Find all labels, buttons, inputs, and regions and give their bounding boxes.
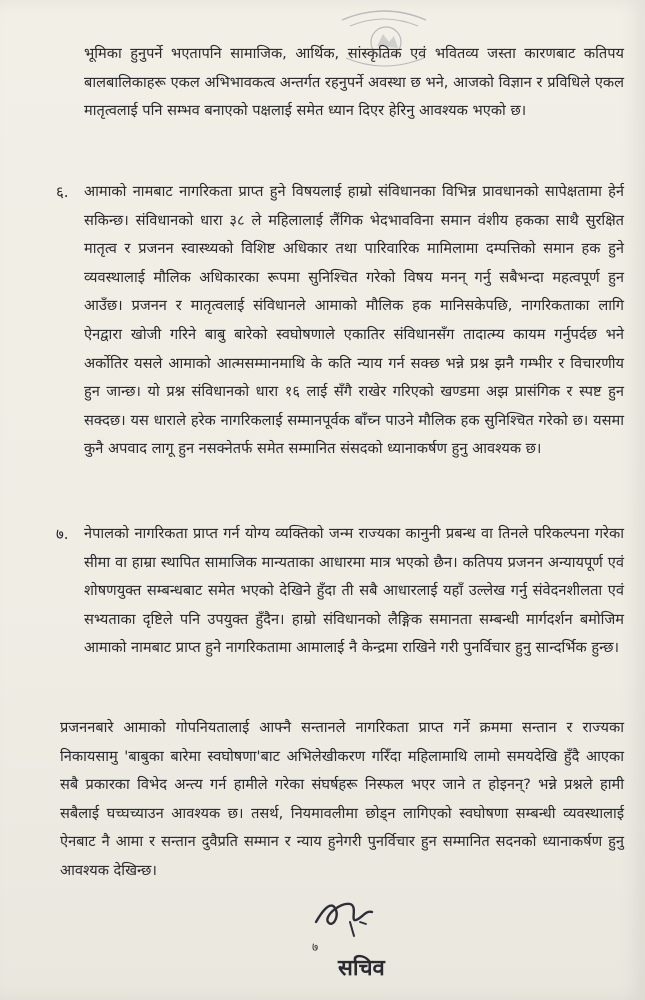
intro-paragraph: भूमिका हुनुपर्ने भएतापनि सामाजिक, आर्थिक, सांस्कृतिक एवं भवितव्य जस्ता कारणबाट कतिपय बालबालिकाहरू एकल अभिभावकत्व अन्तर्गत रहनुपर्ने अवस्था छ भने, आजको विज्ञान र प्रविधिले एकल मातृत्वलाई पनि सम्भव बनाएको पक्षलाई समेत ध्यान दिएर हेरिनु आवश्यक भएको छ।	[84, 45, 624, 120]
handwritten-signature-icon	[310, 892, 380, 944]
item-7-number: ७.	[56, 525, 69, 543]
item-7-paragraph: नेपालको नागरिकता प्राप्त गर्न योग्य व्यक्तिको जन्म राज्यका कानुनी प्रबन्ध वा तिनले परिकल्पना गरेका सीमा वा हाम्रा स्थापित सामाजिक मान्यताका आधारमा मात्र भएको छैन। कतिपय प्रजनन अन्यायपूर्ण एवं शोषणयुक्त सम्बन्धबाट समेत भएको देखिने हुँदा ती सबै आधारलाई यहाँ उल्लेख गर्नु संवेदनशीलता एवं सभ्यताका दृष्टिले पनि उपयुक्त हुँदैन। हाम्रो संविधानको लैङ्गिक समानता सम्बन्धी मार्गदर्शन बमोजिम आमाको नामबाट प्राप्त हुने नागरिकतामा आमालाई नै केन्द्रमा राखिने गरी पुनर्विचार हुनु सान्दर्भिक हुन्छ।	[84, 525, 624, 657]
closing-paragraph: प्रजननबारे आमाको गोपनियतालाई आफ्नै सन्तानले नागरिकता प्राप्त गर्ने क्रममा सन्तान र राज्यका निकायसामु 'बाबुका बारेमा स्वघोषणा'बाट अभिलेखीकरण गरिँदा महिलामाथि लामो समयदेखि हुँदै आएका सबै प्रकारका विभेद अन्त्य गर्न हामीले गरेका संघर्षहरू निस्फल भएर जाने त होइनन्? भन्ने प्रश्नले हामी सबैलाई घच्घच्याउन आवश्यक छ। तसर्थ, नियमावलीमा छोड्न लागिएको स्वघोषणा सम्बन्धी व्यवस्थालाई ऐनबाट नै आमा र सन्तान दुवैप्रति सम्मान र न्याय हुनेगरी पुनर्विचार हुन सम्मानित सदनको ध्यानाकर्षण हुनु आवश्यक देखिन्छ।	[60, 719, 624, 879]
item-6-paragraph: आमाको नामबाट नागरिकता प्राप्त हुने विषयलाई हाम्रो संविधानका विभिन्न प्रावधानको सापेक्षतामा हेर्न सकिन्छ। संविधानको धारा ३८ ले महिलालाई लैंगिक भेदभावविना समान वंशीय हकका साथै सुरक्षित मातृत्व र प्रजनन स्वास्थ्यको विशिष्ट अधिकार तथा पारिवारिक मामिलामा दम्पत्तिको समान हक हुने व्यवस्थालाई मौलिक अधिकारका रूपमा सुनिश्चित गरेको विषय मनन् गर्नु सबैभन्दा महत्वपूर्ण हुन आउँछ। प्रजनन र मातृत्वलाई संविधानले आमाको मौलिक हक मानिसकेपछि, नागरिकताका लागि ऐनद्वारा खोजी गरिने बाबु बारेको स्वघोषणाले एकातिर संविधानसँग तादात्म्य कायम गर्नुपर्दछ भने अर्कोतिर यसले आमाको आत्मसम्मानमाथि के कति न्याय गर्न सक्छ भन्ने प्रश्न झनै गम्भीर र विचारणीय हुन जान्छ। यो प्रश्न संविधानको धारा १६ लाई सँगै राखेर गरिएको खण्डमा अझ प्रासंगिक र स्पष्ट हुन सक्दछ। यस धाराले हरेक नागरिकलाई सम्मानपूर्वक बाँच्न पाउने मौलिक हक सुनिश्चित गरेको छ। यसमा कुनै अपवाद लागू हुन नसक्नेतर्फ समेत सम्मानित संसदको ध्यानाकर्षण हुनु आवश्यक छ।	[84, 183, 624, 458]
page-number: ७	[312, 940, 319, 954]
signatory-title: सचिव	[338, 956, 385, 981]
item-6-number: ६.	[56, 183, 69, 201]
